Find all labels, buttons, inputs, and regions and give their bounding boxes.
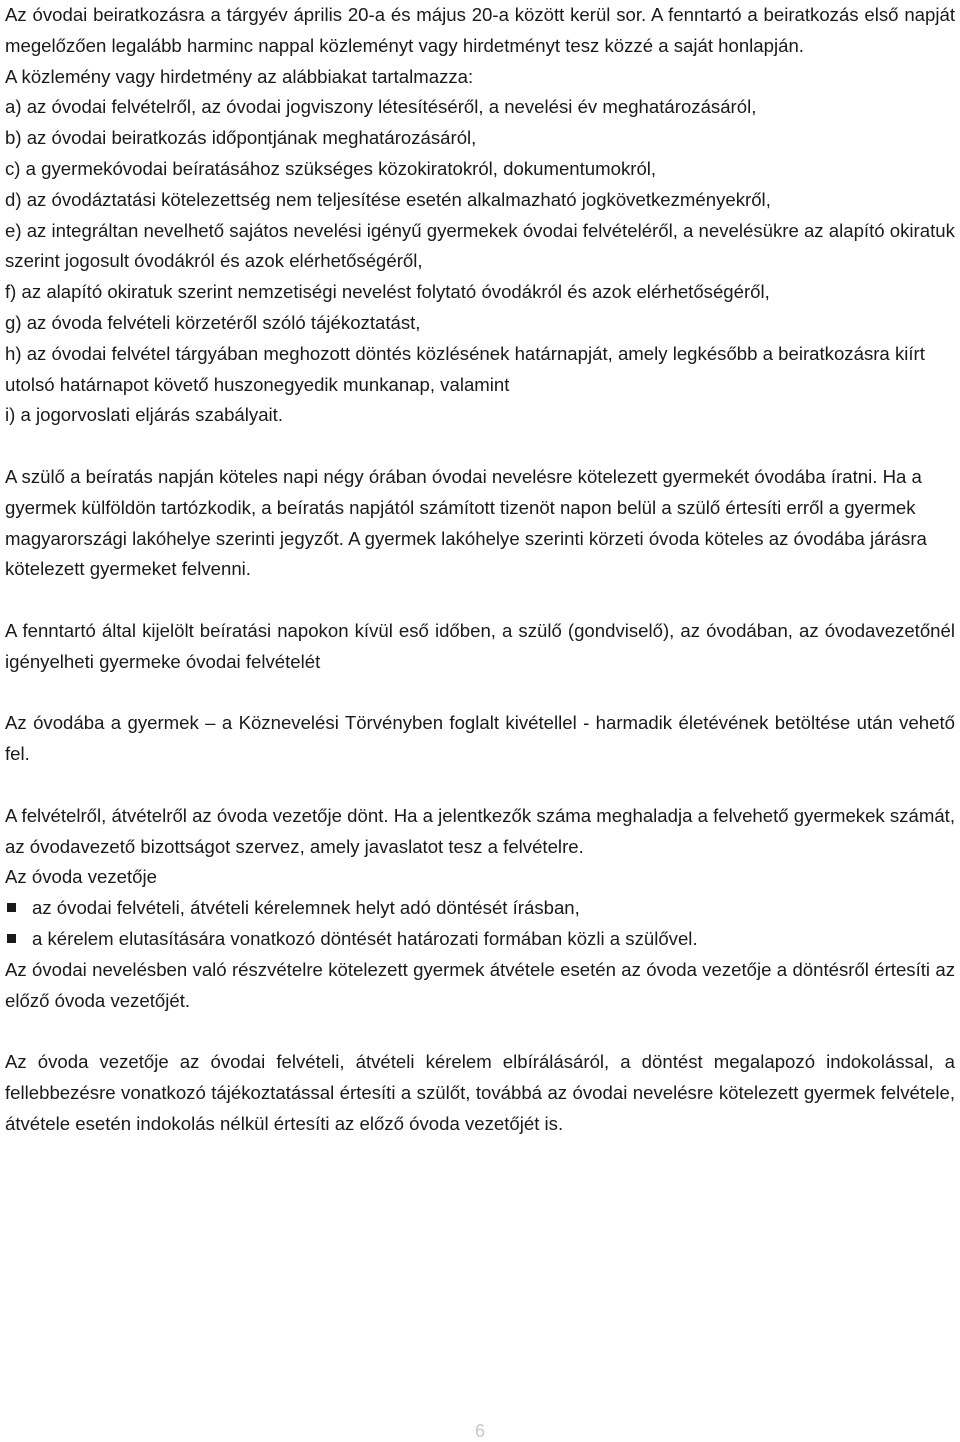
list-item-i: i) a jogorvoslati eljárás szabályait. [5,404,283,426]
document-page [5,0,955,1139]
intro-paragraph: Az óvodai beiratkozásra a tárgyév április 20-a és május 20-a között kerül sor. A fenntartó a beiratkozás első napját megelőzően legalább harminc nappal közleményt vagy hirdetményt tesz közzé a saját honlapján. [5,4,955,56]
square-bullet-icon [7,934,16,943]
bullet-item [5,924,955,955]
paragraph-szulo: A szülő a beíratás napján köteles napi négy órában óvodai nevelésre kötelezett gyermekét óvodába íratni. Ha a gyermek külföldön tartózkodik, a beíratás napjától számított tizenöt napon belül a szülő értesíti erről a gyermek magyarországi lakóhelye szerinti jegyzőt. A gyermek lakóhelye szerinti körzeti óvoda köteles az óvodába járásra kötelezett gyermeket felvenni. [5,465,927,580]
spacer [5,1016,955,1047]
list-item-e: e) az integráltan nevelhető sajátos nevelési igényű gyermekek óvodai felvételéről, a nevelésükre az alapító okiratuk szerint jogosult óvodákról és azok elérhetőségéről, [5,219,955,272]
list-item-c: c) a gyermekóvodai beíratásához szükséges közokiratokról, dokumentumokról, [5,157,657,179]
paragraph-eletkor: Az óvodába a gyermek – a Köznevelési Törvényben foglalt kivétellel - harmadik életévének betöltése után vehető fel. [5,712,955,765]
bullet-text: az óvodai felvételi, átvételi kérelemnek helyt adó döntését írásban, [32,897,580,919]
list-item-a: a) az óvodai felvételről, az óvodai jogviszony létesítéséről, a nevelési év meghatározásáról, [5,96,757,118]
list-item-b: b) az óvodai beiratkozás időpontjának meghatározásáról, [5,127,477,149]
spacer [5,770,955,801]
bullet-text: a kérelem elutasítására vonatkozó döntését határozati formában közli a szülővel. [32,927,698,949]
paragraph-elbiralas: Az óvoda vezetője az óvodai felvételi, átvételi kérelem elbírálásáról, a döntést megalapozó indokolással, a fellebbezésre vonatkozó tájékoztatással értesíti a szülőt, továbbá az óvodai nevelésre kötelezett gyermek felvétele, átvétele esetén indokolás nélkül értesíti az előző óvoda vezetőjét is. [5,1051,955,1134]
bullet-item [5,893,955,924]
spacer [5,678,955,709]
bullet-list [5,893,955,955]
paragraph-atvetel: Az óvodai nevelésben való részvételre kötelezett gyermek átvétele esetén az óvoda vezetője a döntésről értesíti az előző óvoda vezetőjét. [5,958,955,1011]
square-bullet-icon [7,903,16,912]
list-item-h: h) az óvodai felvétel tárgyában meghozott döntés közlésének határnapját, amely legkésőbb a beiratkozásra kiírt utolsó határnapot követő huszonegyedik munkanap, valamint [5,342,925,395]
page-number: 6 [474,1421,485,1441]
paragraph-fenntarto: A fenntartó által kijelölt beíratási napokon kívül eső időben, a szülő (gondviselő), az óvodában, az óvodavezetőnél igényelheti gyermeke óvodai felvételét [5,619,955,672]
spacer [5,585,955,616]
list-item-g: g) az óvoda felvételi körzetéről szóló tájékoztatást, [5,311,421,333]
list-item-f: f) az alapító okiratuk szerint nemzetiségi nevelést folytató óvodákról és azok elérhetőségéről, [5,281,770,303]
list-title: A közlemény vagy hirdetmény az alábbiakat tartalmazza: [5,65,474,87]
list-item-d: d) az óvodáztatási kötelezettség nem teljesítése esetén alkalmazható jogkövetkezményekről, [5,188,771,210]
vezeto-title: Az óvoda vezetője [5,866,157,888]
paragraph-felvetel: A felvételről, átvételről az óvoda vezetője dönt. Ha a jelentkezők száma meghaladja a felvehető gyermekek számát, az óvodavezető bizottságot szervez, amely javaslatot tesz a felvételre. [5,804,955,857]
spacer [5,431,955,462]
